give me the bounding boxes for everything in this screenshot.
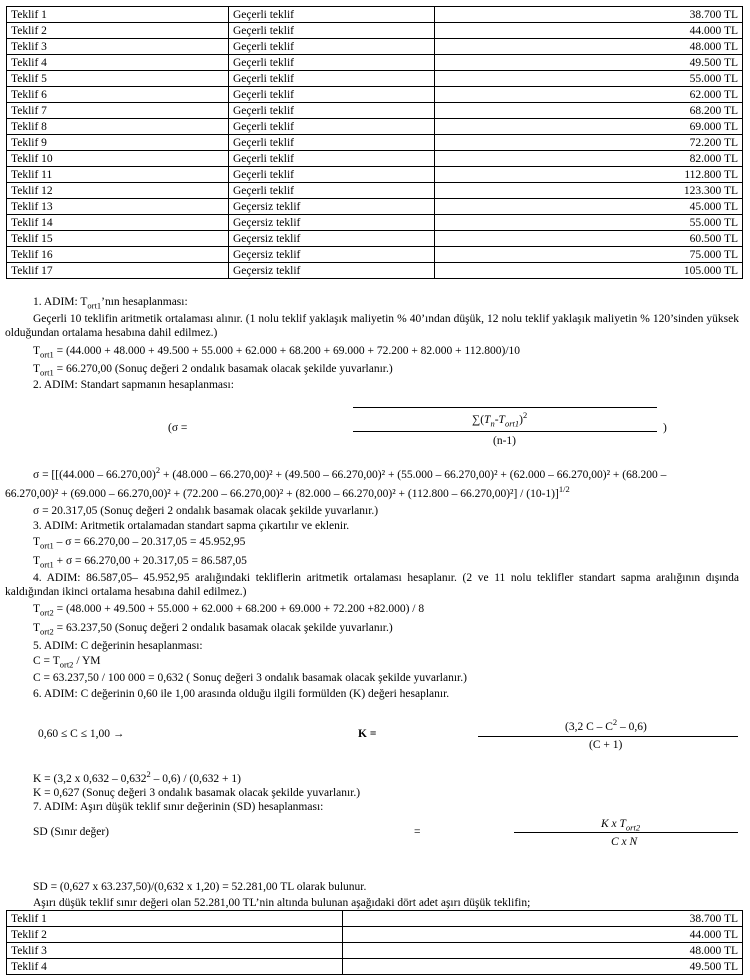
sigma-calc-l2-sup: 1/2 [558, 484, 570, 495]
step1-result-b: = 66.270,00 (Sonuç değeri 2 ondalık basamak olacak şekilde yuvarlanır.) [53, 363, 393, 375]
bid-amount-cell: 44.000 TL [435, 23, 743, 39]
table-row [7, 247, 743, 263]
bid-name-cell: Teklif 17 [7, 263, 229, 279]
sigma-calc-line1 [33, 465, 667, 482]
bid-name-cell: Teklif 5 [7, 71, 229, 87]
step4-formula [33, 602, 424, 616]
bid-name-cell: Teklif 9 [7, 135, 229, 151]
sigma-calc-l1-sup: 2 [155, 465, 161, 476]
step3-plus-b: + σ = 66.270,00 + 20.317,05 = 86.587,05 [53, 555, 247, 567]
bid-status-cell: Geçerli teklif [229, 119, 435, 135]
sd-note: Aşırı düşük teklif sınır değeri olan 52.281,00 TL’nin altında bulunan aşağıdaki dört adet aşırı düşük teklifin; [33, 897, 531, 909]
bids-table-body [7, 7, 743, 279]
step4-formula-b: = (48.000 + 49.500 + 55.000 + 62.000 + 68.200 + 69.000 + 72.200 +82.000) / 8 [53, 603, 425, 615]
table-row [7, 215, 743, 231]
step4-formula-sub: ort2 [40, 607, 54, 618]
sigma-num-t2: T [498, 414, 505, 426]
table-row [7, 959, 743, 975]
table-row [7, 911, 743, 927]
bid-status-cell: Geçerli teklif [229, 87, 435, 103]
bid-amount-cell: 60.500 TL [435, 231, 743, 247]
sigma-denominator: (n-1) [493, 435, 516, 447]
low-bid-name-cell: Teklif 3 [7, 943, 343, 959]
k-calc [33, 769, 241, 786]
bid-amount-cell: 48.000 TL [435, 39, 743, 55]
step1-formula-a: T [33, 345, 41, 357]
sigma-num-sup: 2 [522, 410, 528, 421]
sd-equals: = [414, 826, 421, 838]
bid-status-cell: Geçersiz teklif [229, 231, 435, 247]
table-row [7, 55, 743, 71]
sd-denominator: C x N [611, 836, 638, 848]
bid-amount-cell: 82.000 TL [435, 151, 743, 167]
step4-result-a: T [33, 622, 41, 634]
table-row [7, 39, 743, 55]
bid-name-cell: Teklif 7 [7, 103, 229, 119]
bid-amount-cell: 62.000 TL [435, 87, 743, 103]
table-row [7, 103, 743, 119]
bid-amount-cell: 68.200 TL [435, 103, 743, 119]
step5-result: C = 63.237,50 / 100 000 = 0,632 ( Sonuç değeri 3 ondalık basamak olacak şekilde yuvarlanır.) [33, 672, 467, 684]
step1-heading-sub: ort1 [87, 300, 102, 311]
sd-num-a: K x T [601, 818, 626, 830]
bid-status-cell: Geçersiz teklif [229, 247, 435, 263]
sigma-sqrt-bar [353, 407, 657, 408]
step1-result [33, 362, 393, 376]
bid-name-cell: Teklif 4 [7, 55, 229, 71]
bid-status-cell: Geçerli teklif [229, 71, 435, 87]
step3-heading: 3. ADIM: Aritmetik ortalamadan standart sapma çıkartılır ve eklenir. [33, 520, 350, 532]
step5-formula [33, 654, 101, 668]
bid-status-cell: Geçerli teklif [229, 135, 435, 151]
bid-status-cell: Geçersiz teklif [229, 199, 435, 215]
step1-heading-a: 1. ADIM: T [33, 296, 88, 308]
bids-table [6, 6, 743, 279]
bid-name-cell: Teklif 2 [7, 23, 229, 39]
bid-name-cell: Teklif 8 [7, 119, 229, 135]
step3-minus-sub: ort1 [40, 540, 54, 551]
k-calc-a: K = (3,2 x 0,632 – 0,632 [33, 773, 147, 785]
sigma-num-a: ∑( [472, 414, 485, 426]
table-row [7, 151, 743, 167]
step4-paragraph: 4. ADIM: 86.587,05– 45.952,95 aralığındaki tekliflerin aritmetik ortalaması hesaplanır. (2 ve 11 nolu teklifler standart sapma aralığının dışında kaldığından ikinci ortalama hesabına dahil edilmez.) [5, 572, 739, 598]
low-bid-name-cell: Teklif 2 [7, 927, 343, 943]
sigma-num-t: T [484, 414, 491, 426]
bid-name-cell: Teklif 3 [7, 39, 229, 55]
low-bid-name-cell: Teklif 4 [7, 959, 343, 975]
table-row [7, 71, 743, 87]
sigma-close: ) [663, 422, 667, 434]
bid-amount-cell: 55.000 TL [435, 71, 743, 87]
step5-formula-a: C = T [33, 655, 60, 667]
sigma-open: (σ = [168, 422, 188, 434]
k-calc-sup: 2 [146, 769, 151, 780]
step1-paragraph: Geçerli 10 teklifin aritmetik ortalaması alınır. (1 nolu teklif yaklaşık maliyetin % 40’ından düşük, 12 nolu teklif yaklaşık maliyetin % 120’sinden yüksek olduğundan ortalama hesabına dahil edilmez.) [5, 313, 739, 339]
table-row [7, 927, 743, 943]
bid-name-cell: Teklif 1 [7, 7, 229, 23]
sigma-numerator [472, 410, 528, 429]
bid-amount-cell: 105.000 TL [435, 263, 743, 279]
bid-status-cell: Geçerli teklif [229, 151, 435, 167]
bid-amount-cell: 112.800 TL [435, 167, 743, 183]
sigma-num-dash: - [494, 414, 499, 426]
sigma-calc-l1: σ = [[(44.000 – 66.270,00) [33, 469, 156, 481]
table-row [7, 199, 743, 215]
low-bid-amount-cell: 49.500 TL [343, 959, 743, 975]
bid-name-cell: Teklif 14 [7, 215, 229, 231]
k-num-sup: 2 [612, 717, 618, 728]
step1-formula-sub: ort1 [40, 349, 54, 360]
table-row [7, 183, 743, 199]
low-bid-name-cell: Teklif 1 [7, 911, 343, 927]
bid-name-cell: Teklif 16 [7, 247, 229, 263]
step5-formula-sub: ort2 [59, 659, 74, 670]
step4-result [33, 621, 393, 635]
sigma-num-close: ) [519, 414, 523, 426]
step1-heading-b: ’nın hesaplanması: [101, 296, 188, 308]
low-bid-amount-cell: 38.700 TL [343, 911, 743, 927]
table-row [7, 231, 743, 247]
step5-formula-b: / YM [73, 655, 101, 667]
k-numerator [565, 717, 647, 734]
step1-heading [33, 295, 188, 309]
bid-status-cell: Geçerli teklif [229, 183, 435, 199]
bid-amount-cell: 38.700 TL [435, 7, 743, 23]
step2-heading: 2. ADIM: Standart sapmanın hesaplanması: [33, 379, 234, 391]
step7-heading: 7. ADIM: Aşırı düşük teklif sınır değerinin (SD) hesaplanması: [33, 801, 324, 813]
bid-amount-cell: 49.500 TL [435, 55, 743, 71]
bid-amount-cell: 72.200 TL [435, 135, 743, 151]
step1-formula [33, 344, 520, 358]
bid-status-cell: Geçerli teklif [229, 103, 435, 119]
sigma-calc-line2 [5, 484, 570, 501]
table-row [7, 23, 743, 39]
sigma-result: σ = 20.317,05 (Sonuç değeri 2 ondalık basamak olacak şekilde yuvarlanır.) [33, 505, 379, 517]
bid-name-cell: Teklif 13 [7, 199, 229, 215]
bid-name-cell: Teklif 15 [7, 231, 229, 247]
low-bids-table-body [7, 911, 743, 975]
step4-result-sub: ort2 [40, 626, 54, 637]
k-fraction-bar [478, 736, 738, 737]
sigma-num-sub2: ort1 [504, 418, 520, 429]
step1-formula-b: = (44.000 + 48.000 + 49.500 + 55.000 + 62.000 + 68.200 + 69.000 + 72.200 + 82.000 + 112.800)/10 [53, 345, 521, 357]
step4-formula-a: T [33, 603, 41, 615]
bid-name-cell: Teklif 10 [7, 151, 229, 167]
bid-name-cell: Teklif 6 [7, 87, 229, 103]
table-row [7, 87, 743, 103]
k-num-a: (3,2 C – C [565, 721, 613, 733]
bid-status-cell: Geçersiz teklif [229, 215, 435, 231]
step1-result-sub: ort1 [40, 367, 54, 378]
step3-plus [33, 554, 247, 568]
step5-heading: 5. ADIM: C değerinin hesaplanması: [33, 640, 203, 652]
step1-result-a: T [33, 363, 41, 375]
sigma-fraction-bar [353, 431, 657, 432]
bid-amount-cell: 45.000 TL [435, 199, 743, 215]
table-row [7, 119, 743, 135]
bid-amount-cell: 55.000 TL [435, 215, 743, 231]
k-denominator: (C + 1) [589, 739, 623, 751]
sigma-calc-l2: 66.270,00)² + (69.000 – 66.270,00)² + (72.200 – 66.270,00)² + (82.000 – 66.270,00)² + (112.800 – 66.270,00)²] / (10-1)] [5, 488, 559, 500]
k-label: K = [358, 728, 377, 740]
k-num-b: – 0,6) [617, 721, 647, 733]
table-row [7, 167, 743, 183]
sd-label: SD (Sınır değer) [33, 826, 110, 838]
bid-amount-cell: 69.000 TL [435, 119, 743, 135]
bid-name-cell: Teklif 12 [7, 183, 229, 199]
low-bid-amount-cell: 48.000 TL [343, 943, 743, 959]
bid-name-cell: Teklif 11 [7, 167, 229, 183]
sd-num-sub: ort2 [625, 822, 641, 833]
bid-status-cell: Geçerli teklif [229, 7, 435, 23]
step3-minus [33, 535, 245, 549]
c-range: 0,60 ≤ C ≤ 1,00 → [38, 728, 125, 740]
bid-status-cell: Geçerli teklif [229, 23, 435, 39]
bid-status-cell: Geçerli teklif [229, 39, 435, 55]
step3-plus-sub: ort1 [40, 559, 54, 570]
step6-heading: 6. ADIM: C değerinin 0,60 ile 1,00 arasında olduğu ilgili formülden (K) değeri hesaplanır. [33, 688, 450, 700]
step3-minus-a: T [33, 536, 41, 548]
table-row [7, 943, 743, 959]
low-bids-table [6, 910, 743, 975]
low-bid-amount-cell: 44.000 TL [343, 927, 743, 943]
bid-status-cell: Geçerli teklif [229, 55, 435, 71]
sd-numerator [601, 817, 640, 831]
sd-result: SD = (0,627 x 63.237,50)/(0,632 x 1,20) = 52.281,00 TL olarak bulunur. [33, 881, 367, 893]
k-calc-b: – 0,6) / (0,632 + 1) [150, 773, 241, 785]
bid-amount-cell: 75.000 TL [435, 247, 743, 263]
bid-status-cell: Geçersiz teklif [229, 263, 435, 279]
sigma-num-sub1: n [490, 418, 495, 429]
k-result: K = 0,627 (Sonuç değeri 3 ondalık basamak olacak şekilde yuvarlanır.) [33, 787, 361, 799]
table-row [7, 7, 743, 23]
table-row [7, 263, 743, 279]
step4-result-b: = 63.237,50 (Sonuç değeri 2 ondalık basamak olacak şekilde yuvarlanır.) [53, 622, 393, 634]
sd-fraction-bar [514, 832, 738, 833]
sigma-calc-l1-rest: + (48.000 – 66.270,00)² + (49.500 – 66.270,00)² + (55.000 – 66.270,00)² + (62.000 – 66.270,00)² + (68.200 – [160, 469, 667, 481]
table-row [7, 135, 743, 151]
step3-plus-a: T [33, 555, 41, 567]
step3-minus-b: – σ = 66.270,00 – 20.317,05 = 45.952,95 [53, 536, 246, 548]
bid-amount-cell: 123.300 TL [435, 183, 743, 199]
bid-status-cell: Geçerli teklif [229, 167, 435, 183]
